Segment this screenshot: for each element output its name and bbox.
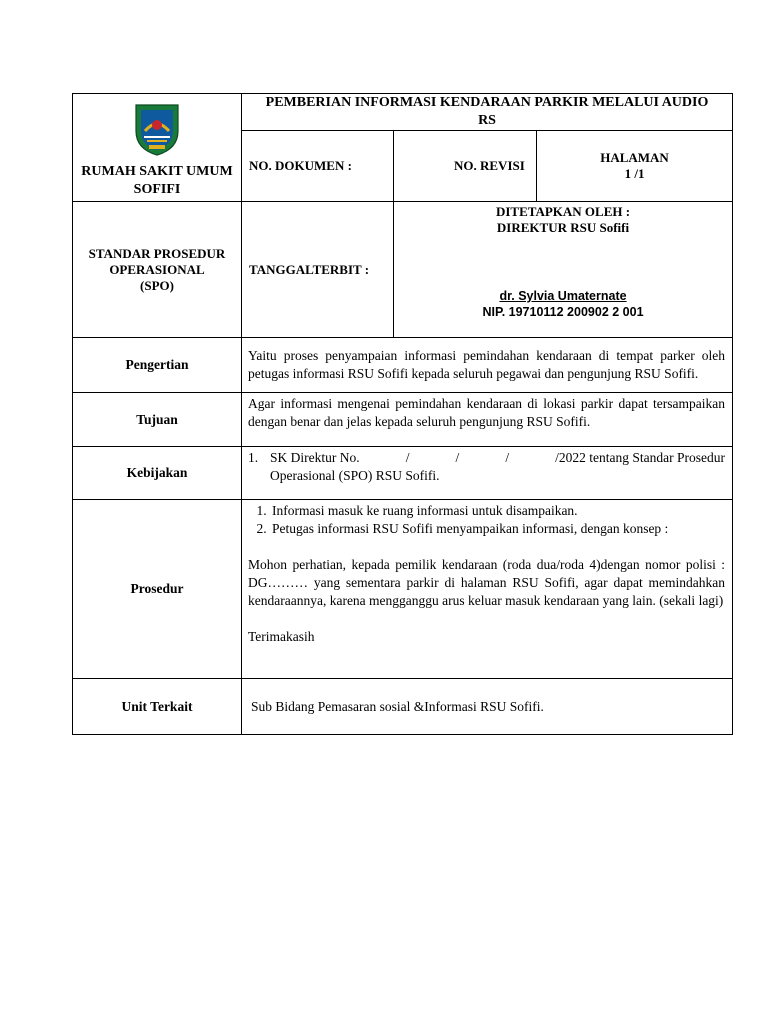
kebijakan-cell xyxy=(242,447,733,500)
hospital-logo-icon xyxy=(132,101,182,157)
spo-label-line1: STANDAR PROSEDUR xyxy=(88,245,226,261)
prosedur-cell xyxy=(242,500,733,679)
kebijakan-line2: Operasional (SPO) RSU Sofifi. xyxy=(270,468,440,483)
spo-label-line2: OPERASIONAL xyxy=(109,261,205,277)
institution-cell xyxy=(73,94,242,202)
revision-label: NO. REVISI xyxy=(394,131,537,202)
prosedur-step-2: 2. Petugas informasi RSU Sofifi menyampaikan informasi, dengan konsep : xyxy=(270,520,725,538)
kebijakan-item-number: 1. xyxy=(248,450,259,465)
closing-text: Terimakasih xyxy=(248,629,315,644)
kebijakan-sep-3: / xyxy=(505,450,510,465)
spo-label-cell xyxy=(73,202,242,338)
spo-label-line3: (SPO) xyxy=(140,277,174,293)
set-by-label: DITETAPKAN OLEH : xyxy=(495,204,631,219)
approval-cell xyxy=(394,202,733,338)
tujuan-label: Tujuan xyxy=(73,393,242,447)
signatory-nip: NIP. 19710112 200902 2 001 xyxy=(482,305,644,319)
issue-date-label: TANGGALTERBIT : xyxy=(242,202,394,338)
tujuan-text: Agar informasi mengenai pemindahan kendaraan di lokasi parkir dapat tersampaikan dengan benar dan jelas kepada seluruh pengunjung RSU Sofifi. xyxy=(242,393,733,447)
kebijakan-line1 xyxy=(270,449,725,467)
page-value: 1 /1 xyxy=(624,166,645,181)
institution-name: RUMAH SAKIT UMUM SOFIFI xyxy=(81,164,233,197)
kebijakan-label: Kebijakan xyxy=(73,447,242,500)
page-cell xyxy=(537,131,733,202)
kebijakan-sep-2: / xyxy=(455,450,460,465)
kebijakan-sk-text: SK Direktur No. xyxy=(270,450,360,465)
signatory-name: dr. Sylvia Umaternate xyxy=(499,289,627,303)
announcement-text: Mohon perhatian, kepada pemilik kendaraan (roda dua/roda 4)dengan nomor polisi : DG……… yang sementara parkir di halaman RSU Sofifi, agar dapat memindahkan kendaraannya, karena mengganggu arus keluar masuk kendaraan yang lain. (sekali lagi) xyxy=(248,557,726,608)
prosedur-steps xyxy=(248,502,725,538)
spo-document-table xyxy=(72,93,733,735)
document-title: PEMBERIAN INFORMASI KENDARAAN PARKIR MELALUI AUDIO RS xyxy=(242,94,733,131)
unit-terkait-text: Sub Bidang Pemasaran sosial &Informasi RSU Sofifi. xyxy=(242,679,733,735)
prosedur-step-1: 1. Informasi masuk ke ruang informasi untuk disampaikan. xyxy=(270,502,725,520)
unit-terkait-label: Unit Terkait xyxy=(73,679,242,735)
pengertian-label: Pengertian xyxy=(73,338,242,393)
director-title: DIREKTUR RSU Sofifi xyxy=(496,220,630,235)
pengertian-text: Yaitu proses penyampaian informasi pemindahan kendaraan di tempat parker oleh petugas informasi RSU Sofifi kepada seluruh pegawai dan pengunjung RSU Sofifi. xyxy=(242,338,733,393)
kebijakan-item xyxy=(248,449,725,485)
prosedur-label: Prosedur xyxy=(73,500,242,679)
page-label: HALAMAN xyxy=(600,150,669,165)
kebijakan-year-text: /2022 tentang Standar Prosedur xyxy=(555,450,726,465)
kebijakan-sep-1: / xyxy=(405,450,410,465)
doc-number-label: NO. DOKUMEN : xyxy=(242,131,394,202)
